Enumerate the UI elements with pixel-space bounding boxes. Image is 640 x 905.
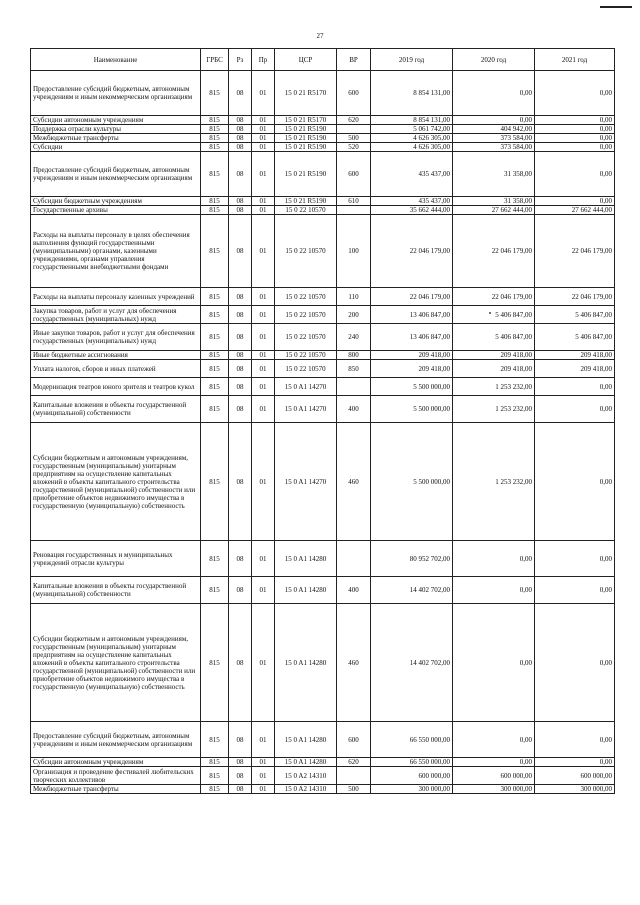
row-2019: 35 662 444,00 xyxy=(371,206,453,215)
row-name: Реновация государственных и муниципальных учреждений отрасли культуры xyxy=(31,541,201,577)
row-2021: 0,00 xyxy=(535,71,615,116)
row-2021: 0,00 xyxy=(535,152,615,197)
row-2019: 5 061 742,00 xyxy=(371,125,453,134)
row-grbs: 815 xyxy=(201,604,229,722)
row-rz: 08 xyxy=(229,785,252,794)
table-row xyxy=(31,306,615,324)
row-vr: 600 xyxy=(337,152,371,197)
row-rz: 08 xyxy=(229,206,252,215)
row-csr: 15 0 22 10570 xyxy=(275,306,337,324)
row-csr: 15 0 21 R5170 xyxy=(275,71,337,116)
row-name: Межбюджетные трансферты xyxy=(31,785,201,794)
row-grbs: 815 xyxy=(201,197,229,206)
row-rz: 08 xyxy=(229,541,252,577)
table-row xyxy=(31,71,615,116)
row-2021: 0,00 xyxy=(535,423,615,541)
row-2021: 0,00 xyxy=(535,378,615,396)
row-grbs: 815 xyxy=(201,351,229,360)
row-grbs: 815 xyxy=(201,722,229,758)
row-2021: 22 046 179,00 xyxy=(535,288,615,306)
row-grbs: 815 xyxy=(201,152,229,197)
row-2019: 209 418,00 xyxy=(371,360,453,378)
row-vr: 600 xyxy=(337,722,371,758)
row-pr: 01 xyxy=(252,378,275,396)
row-pr: 01 xyxy=(252,125,275,134)
row-2021: 0,00 xyxy=(535,541,615,577)
row-rz: 08 xyxy=(229,577,252,604)
row-name: Капитальные вложения в объекты государственной (муниципальной) собственности xyxy=(31,577,201,604)
row-pr: 01 xyxy=(252,767,275,785)
row-2020: 209 418,00 xyxy=(453,360,535,378)
row-vr: 520 xyxy=(337,143,371,152)
row-2021: 300 000,00 xyxy=(535,785,615,794)
row-pr: 01 xyxy=(252,152,275,197)
row-csr: 15 0 A1 14280 xyxy=(275,604,337,722)
row-grbs: 815 xyxy=(201,288,229,306)
table-row xyxy=(31,577,615,604)
row-name: Уплата налогов, сборов и иных платежей xyxy=(31,360,201,378)
row-grbs: 815 xyxy=(201,378,229,396)
row-pr: 01 xyxy=(252,197,275,206)
table-row xyxy=(31,722,615,758)
row-name: Субсидии бюджетным учреждениям xyxy=(31,197,201,206)
table-row xyxy=(31,125,615,134)
row-2021: 5 406 847,00 xyxy=(535,324,615,351)
row-pr: 01 xyxy=(252,423,275,541)
row-grbs: 815 xyxy=(201,396,229,423)
row-name: Предоставление субсидий бюджетным, автономным учреждениям и иным некоммерческим организациям xyxy=(31,71,201,116)
row-2019: 8 854 131,00 xyxy=(371,116,453,125)
row-name: Модернизация театров юного зрителя и театров кукол xyxy=(31,378,201,396)
row-grbs: 815 xyxy=(201,71,229,116)
row-vr: 610 xyxy=(337,197,371,206)
table-row xyxy=(31,215,615,288)
row-rz: 08 xyxy=(229,360,252,378)
row-pr: 01 xyxy=(252,351,275,360)
row-rz: 08 xyxy=(229,378,252,396)
table-row xyxy=(31,206,615,215)
header-csr: ЦСР xyxy=(275,49,337,71)
row-grbs: 815 xyxy=(201,541,229,577)
row-csr: 15 0 A1 14280 xyxy=(275,541,337,577)
row-grbs: 815 xyxy=(201,116,229,125)
row-2019: 209 418,00 xyxy=(371,351,453,360)
table-row xyxy=(31,541,615,577)
row-name: Межбюджетные трансферты xyxy=(31,134,201,143)
row-2019: 300 000,00 xyxy=(371,785,453,794)
row-2020: 0,00 xyxy=(453,116,535,125)
row-2020: 0,00 xyxy=(453,604,535,722)
row-2021: 0,00 xyxy=(535,197,615,206)
row-2019: 435 437,00 xyxy=(371,152,453,197)
row-rz: 08 xyxy=(229,152,252,197)
row-csr: 15 0 22 10570 xyxy=(275,360,337,378)
row-grbs: 815 xyxy=(201,360,229,378)
row-2020: 22 046 179,00 xyxy=(453,215,535,288)
row-csr: 15 0 22 10570 xyxy=(275,288,337,306)
row-rz: 08 xyxy=(229,116,252,125)
row-2020: 1 253 232,00 xyxy=(453,378,535,396)
row-2019: 4 626 305,00 xyxy=(371,143,453,152)
row-2020: 404 942,00 xyxy=(453,125,535,134)
row-vr: 620 xyxy=(337,116,371,125)
row-2021: 600 000,00 xyxy=(535,767,615,785)
row-2019: 5 500 000,00 xyxy=(371,378,453,396)
row-grbs: 815 xyxy=(201,143,229,152)
row-rz: 08 xyxy=(229,288,252,306)
row-vr: 110 xyxy=(337,288,371,306)
row-vr xyxy=(337,767,371,785)
row-csr: 15 0 A2 14310 xyxy=(275,785,337,794)
row-2019: 14 402 702,00 xyxy=(371,604,453,722)
row-2020: 0,00 xyxy=(453,577,535,604)
row-pr: 01 xyxy=(252,785,275,794)
row-csr: 15 0 A1 14270 xyxy=(275,396,337,423)
row-2019: 600 000,00 xyxy=(371,767,453,785)
table-row xyxy=(31,360,615,378)
header-name: Наименование xyxy=(31,49,201,71)
header-2021: 2021 год xyxy=(535,49,615,71)
row-name: Иные бюджетные ассигнования xyxy=(31,351,201,360)
row-csr: 15 0 21 R5170 xyxy=(275,116,337,125)
row-csr: 15 0 A1 14280 xyxy=(275,577,337,604)
table-body xyxy=(31,71,615,794)
row-vr: 400 xyxy=(337,396,371,423)
table-row xyxy=(31,378,615,396)
table-row xyxy=(31,116,615,125)
row-name: Субсидии бюджетным и автономным учреждениям, государственным (муниципальным) унитарным предприятиям на осуществление капитальных вложений в объекты капитального строительства государственной (муниципальной) собственности или приобретение объектов недвижимого имущества в государственную (муниципальную) собственность xyxy=(31,604,201,722)
row-vr: 500 xyxy=(337,785,371,794)
row-vr: 460 xyxy=(337,423,371,541)
row-pr: 01 xyxy=(252,116,275,125)
row-2019: 5 500 000,00 xyxy=(371,423,453,541)
header-rz: Рз xyxy=(229,49,252,71)
row-rz: 08 xyxy=(229,306,252,324)
row-2020: 600 000,00 xyxy=(453,767,535,785)
row-pr: 01 xyxy=(252,604,275,722)
row-2020: 1 253 232,00 xyxy=(453,423,535,541)
row-csr: 15 0 A1 14280 xyxy=(275,758,337,767)
row-vr: 400 xyxy=(337,577,371,604)
row-rz: 08 xyxy=(229,722,252,758)
row-grbs: 815 xyxy=(201,577,229,604)
row-rz: 08 xyxy=(229,604,252,722)
row-grbs: 815 xyxy=(201,206,229,215)
row-2021: 5 406 847,00 xyxy=(535,306,615,324)
row-pr: 01 xyxy=(252,541,275,577)
row-2020: 5 406 847,00 xyxy=(453,306,535,324)
row-2020: 373 584,00 xyxy=(453,143,535,152)
row-2019: 13 406 847,00 xyxy=(371,306,453,324)
row-pr: 01 xyxy=(252,396,275,423)
row-pr: 01 xyxy=(252,306,275,324)
row-name: Субсидии xyxy=(31,143,201,152)
row-2020: 0,00 xyxy=(453,758,535,767)
table-row xyxy=(31,758,615,767)
row-2019: 22 046 179,00 xyxy=(371,288,453,306)
row-grbs: 815 xyxy=(201,306,229,324)
row-rz: 08 xyxy=(229,767,252,785)
row-name: Субсидии автономным учреждениям xyxy=(31,116,201,125)
row-csr: 15 0 A1 14280 xyxy=(275,722,337,758)
row-pr: 01 xyxy=(252,71,275,116)
row-2021: 0,00 xyxy=(535,134,615,143)
row-pr: 01 xyxy=(252,324,275,351)
row-rz: 08 xyxy=(229,197,252,206)
row-vr: 200 xyxy=(337,306,371,324)
row-csr: 15 0 21 R5190 xyxy=(275,143,337,152)
scan-edge-mark xyxy=(600,6,632,8)
table-row xyxy=(31,152,615,197)
row-rz: 08 xyxy=(229,324,252,351)
table-row xyxy=(31,767,615,785)
row-2021: 27 662 444,00 xyxy=(535,206,615,215)
row-name: Поддержка отрасли культуры xyxy=(31,125,201,134)
row-pr: 01 xyxy=(252,722,275,758)
row-rz: 08 xyxy=(229,143,252,152)
row-2020: 22 046 179,00 xyxy=(453,288,535,306)
table-header-row xyxy=(31,49,615,71)
row-csr: 15 0 A2 14310 xyxy=(275,767,337,785)
budget-table xyxy=(30,48,615,794)
row-name: Субсидии бюджетным и автономным учреждениям, государственным (муниципальным) унитарным предприятиям на осуществление капитальных вложений в объекты капитального строительства государственной (муниципальной) собственности или приобретение объектов недвижимого имущества в государственную (муниципальную) собственность xyxy=(31,423,201,541)
row-2019: 5 500 000,00 xyxy=(371,396,453,423)
header-2020: 2020 год xyxy=(453,49,535,71)
row-2019: 13 406 847,00 xyxy=(371,324,453,351)
row-rz: 08 xyxy=(229,396,252,423)
row-pr: 01 xyxy=(252,134,275,143)
row-vr: 100 xyxy=(337,215,371,288)
row-name: Субсидии автономным учреждениям xyxy=(31,758,201,767)
row-grbs: 815 xyxy=(201,134,229,143)
row-pr: 01 xyxy=(252,360,275,378)
row-csr: 15 0 21 R5190 xyxy=(275,197,337,206)
row-grbs: 815 xyxy=(201,215,229,288)
row-2019: 66 550 000,00 xyxy=(371,758,453,767)
row-csr: 15 0 A1 14270 xyxy=(275,378,337,396)
row-csr: 15 0 22 10570 xyxy=(275,324,337,351)
row-name: Расходы на выплаты персоналу казенных учреждений xyxy=(31,288,201,306)
table-row xyxy=(31,604,615,722)
row-grbs: 815 xyxy=(201,767,229,785)
row-2020: 1 253 232,00 xyxy=(453,396,535,423)
row-rz: 08 xyxy=(229,134,252,143)
row-grbs: 815 xyxy=(201,423,229,541)
row-2021: 209 418,00 xyxy=(535,360,615,378)
row-vr: 500 xyxy=(337,134,371,143)
row-2021: 0,00 xyxy=(535,604,615,722)
header-2019: 2019 год xyxy=(371,49,453,71)
table-row xyxy=(31,396,615,423)
row-2021: 0,00 xyxy=(535,758,615,767)
row-2021: 0,00 xyxy=(535,722,615,758)
row-2020: 5 406 847,00 xyxy=(453,324,535,351)
row-csr: 15 0 22 10570 xyxy=(275,206,337,215)
row-pr: 01 xyxy=(252,143,275,152)
row-csr: 15 0 21 R5190 xyxy=(275,125,337,134)
row-pr: 01 xyxy=(252,577,275,604)
row-2020: 27 662 444,00 xyxy=(453,206,535,215)
row-name: Расходы на выплаты персоналу в целях обеспечения выполнения функций государственными (муниципальными) органами, казенными учреждениями, органами управления государственными внебюджетными фондами xyxy=(31,215,201,288)
table-row xyxy=(31,423,615,541)
table-row xyxy=(31,288,615,306)
row-2021: 0,00 xyxy=(535,116,615,125)
row-rz: 08 xyxy=(229,758,252,767)
header-vr: ВР xyxy=(337,49,371,71)
row-2021: 0,00 xyxy=(535,125,615,134)
scan-artifact xyxy=(489,312,491,314)
row-2021: 22 046 179,00 xyxy=(535,215,615,288)
row-grbs: 815 xyxy=(201,324,229,351)
row-vr xyxy=(337,206,371,215)
row-csr: 15 0 22 10570 xyxy=(275,215,337,288)
row-2020: 209 418,00 xyxy=(453,351,535,360)
row-2019: 435 437,00 xyxy=(371,197,453,206)
row-name: Предоставление субсидий бюджетным, автономным учреждениям и иным некоммерческим организациям xyxy=(31,152,201,197)
row-2020: 0,00 xyxy=(453,541,535,577)
page-number: 27 xyxy=(316,32,324,40)
row-pr: 01 xyxy=(252,215,275,288)
row-vr xyxy=(337,125,371,134)
row-name: Закупка товаров, работ и услуг для обеспечения государственных (муниципальных) нужд xyxy=(31,306,201,324)
row-2021: 209 418,00 xyxy=(535,351,615,360)
row-rz: 08 xyxy=(229,125,252,134)
row-csr: 15 0 A1 14270 xyxy=(275,423,337,541)
table-row xyxy=(31,197,615,206)
row-name: Организация и проведение фестивалей любительских творческих коллективов xyxy=(31,767,201,785)
row-2020: 0,00 xyxy=(453,722,535,758)
row-rz: 08 xyxy=(229,71,252,116)
row-grbs: 815 xyxy=(201,758,229,767)
row-vr: 240 xyxy=(337,324,371,351)
row-name: Государственные архивы xyxy=(31,206,201,215)
row-2020: 31 358,00 xyxy=(453,152,535,197)
row-2019: 80 952 702,00 xyxy=(371,541,453,577)
row-2020: 373 584,00 xyxy=(453,134,535,143)
row-2020: 31 358,00 xyxy=(453,197,535,206)
row-pr: 01 xyxy=(252,288,275,306)
row-2021: 0,00 xyxy=(535,577,615,604)
row-name: Предоставление субсидий бюджетным, автономным учреждениям и иным некоммерческим организациям xyxy=(31,722,201,758)
table-row xyxy=(31,785,615,794)
row-rz: 08 xyxy=(229,351,252,360)
row-rz: 08 xyxy=(229,215,252,288)
row-vr xyxy=(337,378,371,396)
row-csr: 15 0 22 10570 xyxy=(275,351,337,360)
row-vr: 600 xyxy=(337,71,371,116)
row-rz: 08 xyxy=(229,423,252,541)
row-grbs: 815 xyxy=(201,125,229,134)
row-2019: 22 046 179,00 xyxy=(371,215,453,288)
row-2019: 4 626 305,00 xyxy=(371,134,453,143)
row-2019: 66 550 000,00 xyxy=(371,722,453,758)
row-2021: 0,00 xyxy=(535,143,615,152)
row-vr: 800 xyxy=(337,351,371,360)
row-grbs: 815 xyxy=(201,785,229,794)
header-grbs: ГРБС xyxy=(201,49,229,71)
row-vr xyxy=(337,541,371,577)
table-row xyxy=(31,324,615,351)
table-row xyxy=(31,134,615,143)
row-vr: 460 xyxy=(337,604,371,722)
row-2019: 8 854 131,00 xyxy=(371,71,453,116)
row-name: Иные закупки товаров, работ и услуг для обеспечения государственных (муниципальных) нужд xyxy=(31,324,201,351)
row-vr: 620 xyxy=(337,758,371,767)
row-name: Капитальные вложения в объекты государственной (муниципальной) собственности xyxy=(31,396,201,423)
header-pr: Пр xyxy=(252,49,275,71)
table-row xyxy=(31,351,615,360)
row-2020: 300 000,00 xyxy=(453,785,535,794)
row-2021: 0,00 xyxy=(535,396,615,423)
row-csr: 15 0 21 R5190 xyxy=(275,134,337,143)
table-row xyxy=(31,143,615,152)
row-2019: 14 402 702,00 xyxy=(371,577,453,604)
row-csr: 15 0 21 R5190 xyxy=(275,152,337,197)
row-2020: 0,00 xyxy=(453,71,535,116)
row-pr: 01 xyxy=(252,758,275,767)
row-vr: 850 xyxy=(337,360,371,378)
row-pr: 01 xyxy=(252,206,275,215)
